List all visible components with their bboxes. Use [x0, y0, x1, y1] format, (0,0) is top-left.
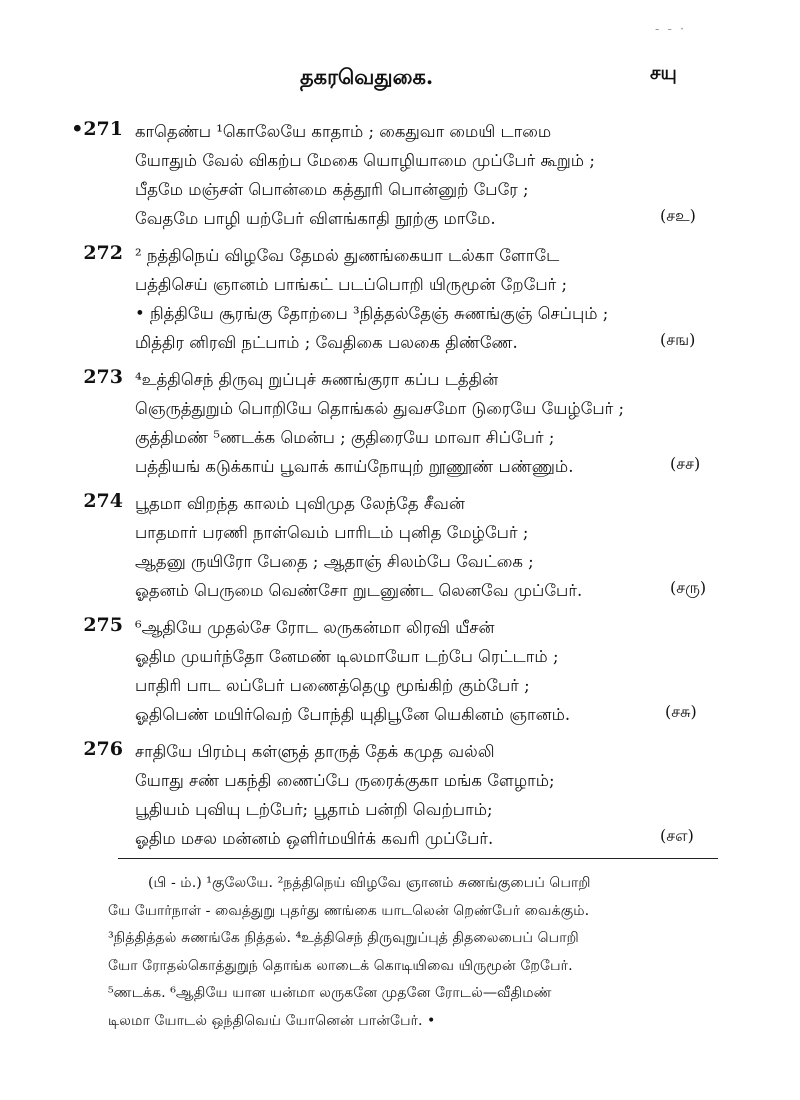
verse-number: 275: [83, 614, 123, 636]
page-number: சயு: [650, 62, 677, 84]
verse-count: (சசு): [665, 702, 697, 721]
verse-line: ஓதிம மசல மன்னம் ஒளிர்மயிர்க் கவரி முப்பேர்.: [135, 829, 494, 848]
verse-line: வேதமே பாழி யற்பேர் விளங்காதி நூற்கு மாமே.: [135, 209, 496, 228]
verse-line: பீதமே மஞ்சள் பொன்மை கத்தூரி பொன்னுற் பேரே ;: [135, 180, 529, 199]
verse-number: 276: [83, 738, 123, 760]
verse-line: பூதமா விறந்த காலம் புவிமுத லேந்தே சீவன்: [135, 494, 465, 513]
verse-line: யோதும் வேல் விகற்ப மேகை யொழியாமை முப்பேர் கூறும் ;: [135, 151, 595, 170]
verse-line: மித்திர னிரவி நட்பாம் ; வேதிகை பலகை திண்ணே.: [135, 333, 518, 352]
verse-line: ⁶ஆதியே முதல்சே ரோட லருகன்மா லிரவி யீசன்: [135, 618, 495, 637]
verse-line: ஞெருத்துறும் பொறியே தொங்கல் துவசமோ டுரையே யேழ்பேர் ;: [135, 399, 625, 418]
corner-mark: - - ·: [655, 22, 687, 37]
footnote-line: ⁵ணடக்க. ⁶ஆதியே யான யன்மா லருகனே முதனே ரோடல்—வீதிமண்: [108, 985, 552, 1001]
running-title: தகரவெதுகை.: [300, 64, 434, 89]
verse-line: பத்தியங் கடுக்காய் பூவாக் காய்நோயுற் றூணூண் பண்ணும்.: [135, 457, 574, 476]
verse-count: (சஎ): [660, 826, 694, 845]
verse-line: காதெண்ப ¹கொலேயே காதாம் ; கைதுவா மையி டாமை: [135, 122, 552, 141]
verse-line: ஓதிம முயர்ந்தோ னேமண் டிலமாயோ டற்பே ரெட்டாம் ;: [135, 647, 559, 666]
verse-number: 274: [83, 490, 123, 512]
verse-line: ஓதிபெண் மயிர்வெற் போந்தி யுதிபூனே யெகினம் ஞானம்.: [135, 705, 571, 724]
footnote-line: யே யோர்நாள் - வைத்துறு புதர்து ணங்கை யாடலென் றெண்பேர் வைக்கும்.: [108, 902, 590, 919]
verse-line: • நித்தியே சூரங்கு தோற்பை ³நித்தல்தேஞ் சுணங்குஞ் செப்பும் ;: [135, 304, 609, 323]
footnote-line: டிலமா யோடல் ஒந்திவெய் யோனென் பான்பேர். •: [108, 1012, 436, 1029]
footnote-line: ³நித்தித்தல் சுணங்கே நித்தல். ⁴உத்திசெந் திருவுறுப்புத் திதலைபைப் பொறி: [108, 930, 579, 946]
verse-line: ⁴உத்திசெந் திருவு றுப்புச் சுணங்குரா கப்ப டத்தின்: [135, 370, 499, 389]
footnote-line: யோ ரோதல்கொத்துறுந் தொங்க லாடைக் கொடியிவை யிருமூன் றேபேர்.: [108, 957, 573, 974]
verse-line: ஆதனு ருயிரோ பேதை ; ஆதாஞ் சிலம்பே வேட்கை ;: [135, 552, 534, 571]
footnote-line: (பி - ம்.) ¹குலேயே. ²நத்திநெய் விழவே ஞானம் சுணங்குபைப் பொறி: [148, 875, 591, 891]
verse-line: குத்திமண் ⁵ணடக்க மென்ப ; குதிரையே மாவா சிப்பேர் ;: [135, 428, 555, 447]
verse-count: (சச): [670, 454, 701, 473]
verse-count: (சஉ): [660, 206, 696, 225]
verse-line: பத்திசெய் ஞானம் பாங்கட் படப்பொறி யிருமூன் றேபேர் ;: [135, 275, 568, 294]
verse-count: (சங): [660, 330, 696, 349]
verse-line: ஓதனம் பெருமை வெண்சோ றுடனுண்ட லெனவே முப்பேர்.: [135, 581, 583, 600]
footnotes: [108, 870, 738, 1035]
verse-line: பாதமார் பரணி நாள்வெம் பாரிடம் புனித மேழ்பேர் ;: [135, 523, 529, 542]
verse-line: பூதியம் புவியு டற்பேர்; பூதாம் பன்றி வெற்பாம்;: [135, 800, 493, 819]
verse-count: (சரு): [670, 578, 707, 597]
footnote-divider: [118, 858, 718, 859]
verse-number: 272: [83, 242, 123, 264]
verse-number: •271: [71, 118, 123, 140]
verse-line: யோது சண் பகந்தி ணைப்பே ருரைக்குகா மங்க ளேழாம்;: [135, 771, 555, 790]
verse-line: சாதியே பிரம்பு கள்ளுத் தாருத் தேக் கமுத வல்லி: [135, 742, 495, 761]
verse-line: பாதிரி பாட லப்பேர் பணைத்தெழு மூங்கிற் கும்பேர் ;: [135, 676, 530, 695]
verse-number: 273: [83, 366, 123, 388]
page-header: [0, 60, 800, 100]
verse-line: ² நத்திநெய் விழவே தேமல் துணங்கையா டல்கா ளோடே: [135, 246, 560, 265]
